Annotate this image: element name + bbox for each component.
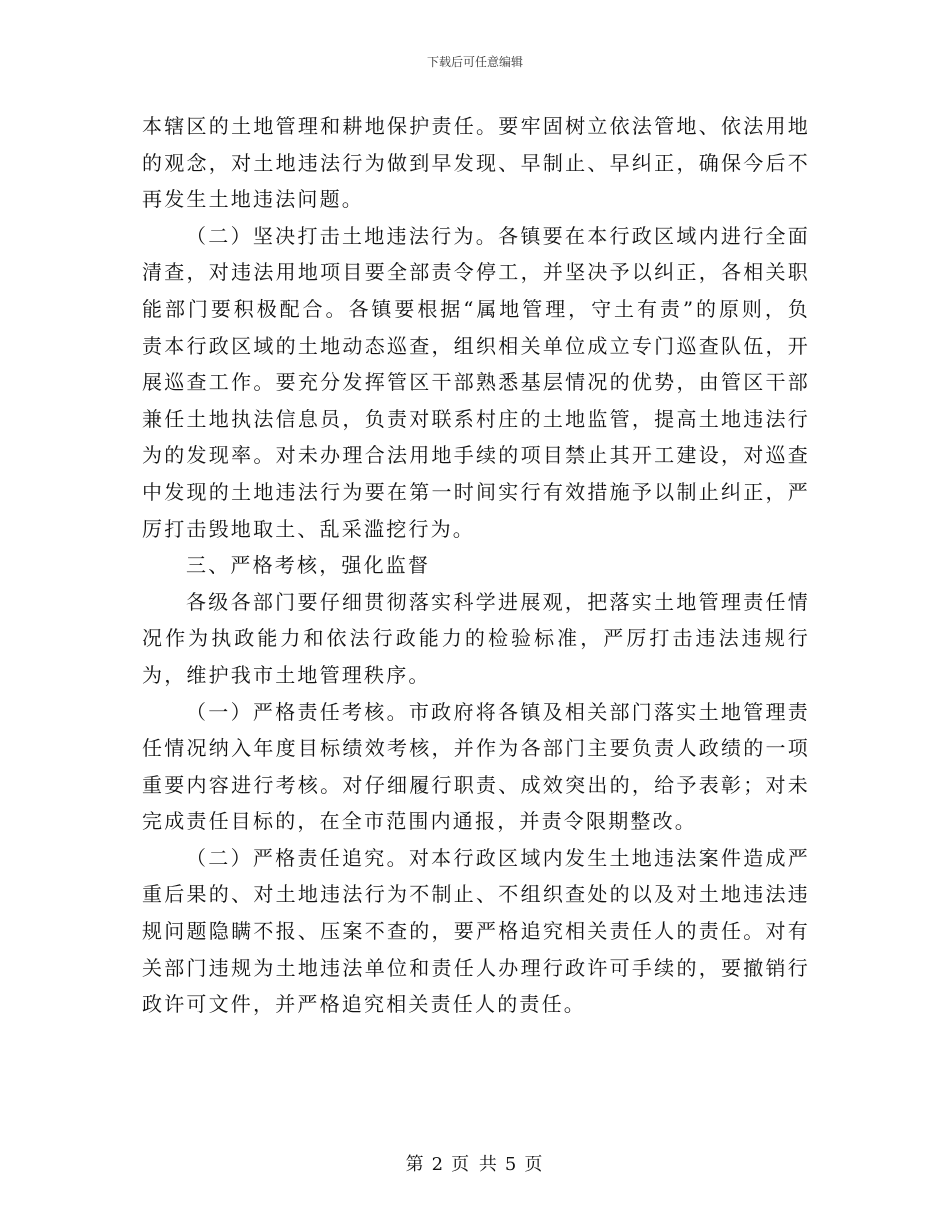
footer-suffix: 页: [524, 1154, 545, 1175]
page-header: 下载后可任意编辑: [426, 55, 523, 69]
page-footer: [0, 1150, 950, 1176]
footer-middle: 页 共: [451, 1154, 499, 1175]
paragraph-responsibility-assessment: （一）严格责任考核。市政府将各镇及相关部门落实土地管理责任情况纳入年度目标绩效考核，并作为各部门主要负责人政绩的一项重要内容进行考核。对仔细履行职责、成效突出的，给予表彰；对未完成责任目标的，在全市范围内通报，并责令限期整改。: [142, 699, 810, 834]
section-heading-strict-assessment: 三、严格考核，强化监督: [186, 553, 431, 578]
page-number: 2: [431, 1154, 446, 1175]
paragraph-section-intro: 各级各部门要仔细贯彻落实科学进展观，把落实土地管理责任情况作为执政能力和依法行政能力的检验标准，严厉打击违法违规行为，维护我市土地管理秩序。: [142, 589, 810, 687]
paragraph-accountability: （二）严格责任追究。对本行政区域内发生土地违法案件造成严重后果的、对土地违法行为不制止、不组织查处的以及对土地违法违规问题隐瞒不报、压案不查的，要严格追究相关责任人的责任。对有关部门违规为土地违法单位和责任人办理行政许可手续的，要撤销行政许可文件，并严格追究相关责任人的责任。: [142, 845, 810, 1017]
page-total: 5: [504, 1154, 519, 1175]
document-body: [142, 108, 810, 1023]
paragraph-continuation: 本辖区的土地管理和耕地保护责任。要牢固树立依法管地、依法用地的观念，对土地违法行为做到早发现、早制止、早纠正，确保今后不再发生土地违法问题。: [142, 114, 810, 212]
paragraph-crackdown-violations: （二）坚决打击土地违法行为。各镇要在本行政区域内进行全面清查，对违法用地项目要全部责令停工，并坚决予以纠正，各相关职能部门要积极配合。各镇要根据“属地管理，守土有责”的原则，负责本行政区域的土地动态巡查，组织相关单位成立专门巡查队伍，开展巡查工作。要充分发挥管区干部熟悉基层情况的优势，由管区干部兼任土地执法信息员，负责对联系村庄的土地监管，提高土地违法行为的发现率。对未办理合法用地手续的项目禁止其开工建设，对巡查中发现的土地违法行为要在第一时间实行有效措施予以制止纠正，严厉打击毁地取土、乱采滥挖行为。: [142, 223, 810, 541]
footer-prefix: 第: [405, 1154, 426, 1175]
